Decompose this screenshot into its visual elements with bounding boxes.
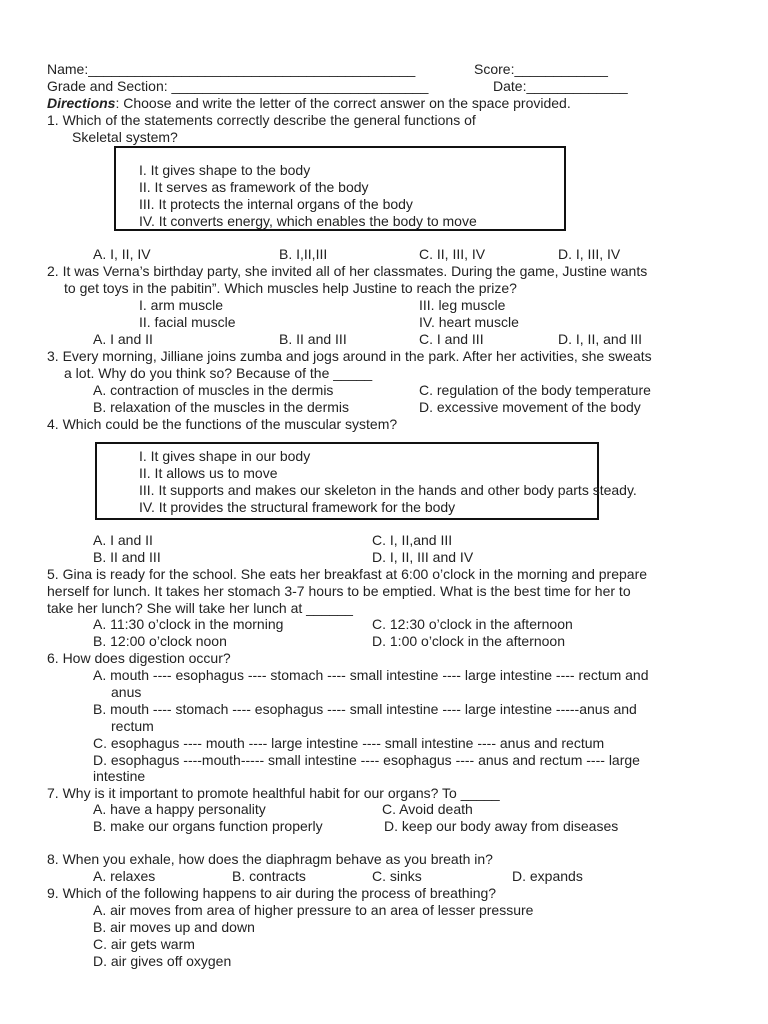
q9-stem-line1: 9. Which of the following happens to air during the process of breathing? — [47, 885, 497, 901]
q9-choice-a: A. air moves from area of higher pressure to an area of lesser pressure — [93, 902, 534, 918]
q5-stem-line1: 5. Gina is ready for the school. She eats her breakfast at 6:00 o’clock in the morning and prepare — [47, 566, 648, 582]
q6-choice-b-line1: B. mouth ---- stomach ---- esophagus ---- small intestine ---- large intestine -----anus and — [93, 701, 637, 717]
q4-statement-1: I. It gives shape in our body — [139, 448, 311, 464]
q9-choice-b: B. air moves up and down — [93, 919, 255, 935]
directions-text: : Choose and write the letter of the correct answer on the space provided. — [115, 95, 571, 111]
q1-choice-a: A. I, II, IV — [93, 246, 151, 262]
q4-choice-a: A. I and II — [93, 532, 153, 548]
date-field-label: Date:_____________ — [493, 78, 628, 94]
q1-choice-c: C. II, III, IV — [419, 246, 486, 262]
q6-choice-a-line1: A. mouth ---- esophagus ---- stomach ---- small intestine ---- large intestine ---- rectum and — [93, 667, 649, 683]
q2-stem-line1: 2. It was Verna’s birthday party, she invited all of her classmates. During the game, Justine wants — [47, 263, 648, 279]
q2-item-4: IV. heart muscle — [419, 314, 519, 330]
q1-choice-b: B. I,II,III — [279, 246, 328, 262]
q2-choice-a: A. I and II — [93, 331, 153, 347]
q4-stem-line1: 4. Which could be the functions of the muscular system? — [47, 416, 398, 432]
q5-choice-c: C. 12:30 o’clock in the afternoon — [372, 616, 573, 632]
q5-choice-d: D. 1:00 o’clock in the afternoon — [372, 633, 566, 649]
q1-statement-1: I. It gives shape to the body — [139, 162, 311, 178]
q7-stem-line1: 7. Why is it important to promote healthful habit for our organs? To _____ — [47, 785, 500, 801]
q6-choice-d-line2: intestine — [93, 768, 146, 784]
q1-statement-2: II. It serves as framework of the body — [139, 179, 369, 195]
q8-choice-c: C. sinks — [372, 868, 422, 884]
q4-choice-b: B. II and III — [93, 549, 161, 565]
q2-item-3: III. leg muscle — [419, 297, 506, 313]
q6-choice-b-line2: rectum — [111, 718, 154, 734]
q7-choice-c: C. Avoid death — [382, 801, 473, 817]
q3-choice-d: D. excessive movement of the body — [419, 399, 641, 415]
q2-choice-d: D. I, II, and III — [558, 331, 643, 347]
q2-stem-line2: to get toys in the pabitin”. Which muscles help Justine to reach the prize? — [64, 280, 517, 296]
q2-choice-b: B. II and III — [279, 331, 347, 347]
q1-statement-3: III. It protects the internal organs of the body — [139, 196, 413, 212]
q9-choice-c: C. air gets warm — [93, 936, 195, 952]
q1-choice-d: D. I, III, IV — [558, 246, 621, 262]
q4-statement-3: III. It supports and makes our skeleton in the hands and other body parts steady. — [139, 482, 637, 498]
q4-statement-4: IV. It provides the structural framework for the body — [139, 499, 456, 515]
q3-choice-c: C. regulation of the body temperature — [419, 382, 651, 398]
q6-choice-a-line2: anus — [111, 684, 142, 700]
q4-choice-c: C. I, II,and III — [372, 532, 453, 548]
q1-statement-4: IV. It converts energy, which enables the body to move — [139, 213, 477, 229]
q2-choice-c: C. I and III — [419, 331, 484, 347]
q8-stem-line1: 8. When you exhale, how does the diaphragm behave as you breath in? — [47, 851, 493, 867]
q3-stem-line1: 3. Every morning, Jilliane joins zumba and jogs around in the park. After her activities, she sweats — [47, 348, 652, 364]
q7-choice-d: D. keep our body away from diseases — [384, 818, 619, 834]
q4-choice-d: D. I, II, III and IV — [372, 549, 474, 565]
q2-item-2: II. facial muscle — [139, 314, 236, 330]
name-field-label: Name:__________________________________________ — [47, 61, 416, 77]
q1-stem-line1: 1. Which of the statements correctly describe the general functions of — [47, 112, 476, 128]
q7-choice-b: B. make our organs function properly — [93, 818, 323, 834]
q2-item-1: I. arm muscle — [139, 297, 224, 313]
q3-stem-line2: a lot. Why do you think so? Because of the _____ — [64, 365, 373, 381]
q8-choice-d: D. expands — [512, 868, 583, 884]
q6-choice-d-line1: D. esophagus ----mouth----- small intestine ---- esophagus ---- anus and rectum ---- large — [93, 752, 640, 768]
q7-choice-a: A. have a happy personality — [93, 801, 266, 817]
q4-statement-2: II. It allows us to move — [139, 465, 278, 481]
q6-stem-line1: 6. How does digestion occur? — [47, 650, 231, 666]
grade-section-field-label: Grade and Section: _________________________________ — [47, 78, 429, 94]
q8-choice-a: A. relaxes — [93, 868, 156, 884]
q9-choice-d: D. air gives off oxygen — [93, 953, 232, 969]
directions-label: Directions — [47, 95, 116, 111]
q8-choice-b: B. contracts — [232, 868, 306, 884]
q5-stem-line3: take her lunch? She will take her lunch at ______ — [47, 600, 353, 616]
q5-choice-a: A. 11:30 o’clock in the morning — [93, 616, 284, 632]
q1-stem-line2: Skeletal system? — [72, 129, 178, 145]
q3-choice-a: A. contraction of muscles in the dermis — [93, 382, 334, 398]
score-field-label: Score:____________ — [474, 61, 608, 77]
q6-choice-c: C. esophagus ---- mouth ---- large intestine ---- small intestine ---- anus and rectum — [93, 735, 605, 751]
q5-stem-line2: herself for lunch. It takes her stomach 3-7 hours to be emptied. What is the best time for her to — [47, 583, 631, 599]
q3-choice-b: B. relaxation of the muscles in the dermis — [93, 399, 350, 415]
q5-choice-b: B. 12:00 o’clock noon — [93, 633, 227, 649]
directions-line — [47, 95, 571, 112]
